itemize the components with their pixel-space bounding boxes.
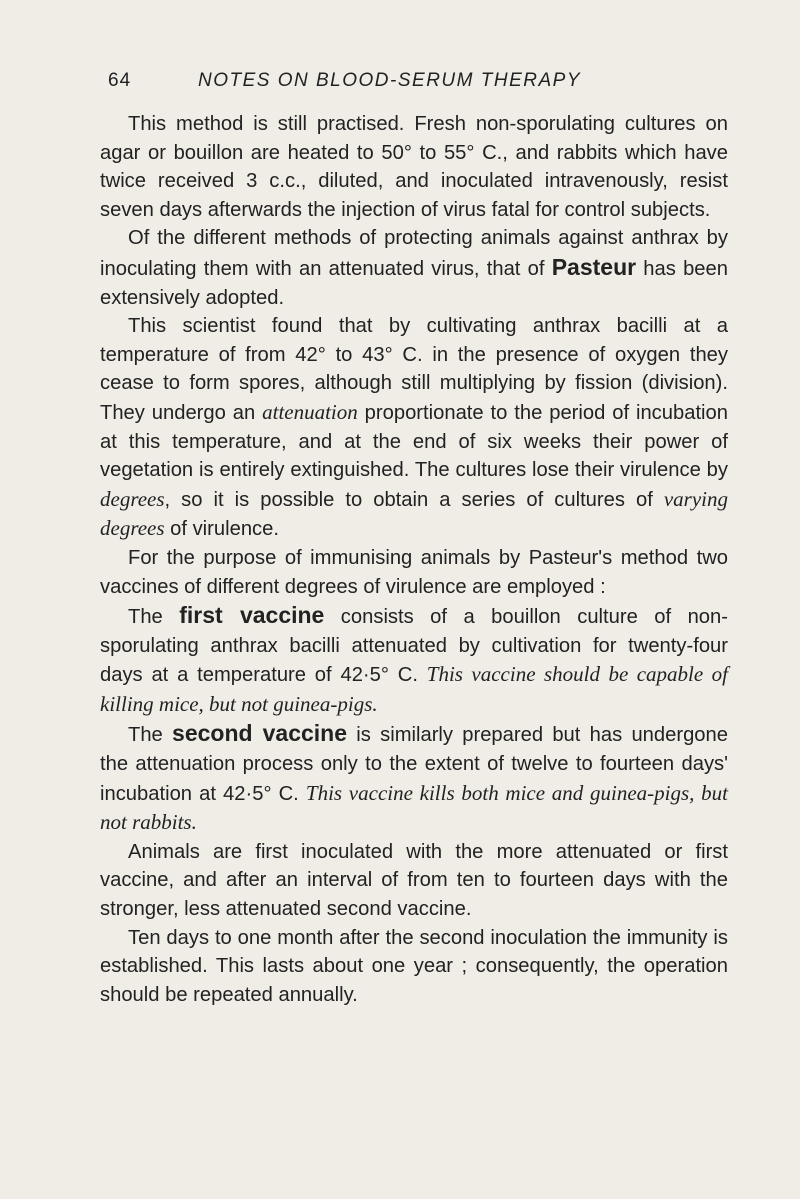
paragraph-4: For the purpose of immunising animals by Pasteur's method two vaccines of different degrees of virulence are employed : <box>100 546 728 598</box>
paragraph-2 <box>100 224 728 312</box>
text-span: proportionate to the period of incubation at this temperature, and at the end of six weeks their power of vegetation is entirely extinguished. The cultures lose their virulence by <box>100 401 728 482</box>
second-vaccine-heading: second vaccine <box>172 720 348 747</box>
paragraph-1: This method is still practised. Fresh non-sporulating cultures on agar or bouillon are heated to 50° to 55° C., and rabbits which have twice received 3 c.c., diluted, and inoculated intravenously, resist seven days afterwards the injection of virus fatal for control subjects. <box>100 113 728 221</box>
first-vaccine-heading: first vaccine <box>179 602 325 629</box>
second-vaccine-note: This vaccine kills both mice and guinea-pigs, but not rabbits. <box>100 780 728 835</box>
paragraph-3 <box>100 312 728 544</box>
paragraph-7: Animals are first inoculated with the more attenuated or first vaccine, and after an interval of from ten to fourteen days with the stronger, less attenuated second vaccine. <box>100 840 728 921</box>
text-span: The <box>128 606 180 629</box>
italic-degrees: degrees <box>100 486 165 511</box>
body-text <box>100 110 728 1009</box>
text-span: of virulence. <box>164 518 279 541</box>
running-title: NOTES ON BLOOD-SERUM THERAPY <box>198 70 581 91</box>
italic-attenuation: attenuation <box>262 399 358 424</box>
text-span: The <box>128 724 173 747</box>
text-span: , so it is possible to obtain a series of cultures of <box>164 488 664 511</box>
text-span: This scientist found that by cultivating anthrax bacilli at a temperature of from 42° to 43° C. in the presence of oxygen they cease to form spores, although still multiplying by fission (division). They undergo an <box>100 315 728 424</box>
italic-varying-degrees: varying degrees <box>100 486 728 541</box>
text-span: Of the different methods of protecting animals against anthrax by inoculating them with an attenuated virus, that of <box>100 227 728 280</box>
text-span: consists of a bouillon culture of non-sporulating anthrax bacilli attenuated by cultivation for twenty-four days at a temperature of 42·5° C. <box>100 606 728 687</box>
paragraph-6 <box>100 719 728 837</box>
page-number: 64 <box>108 70 132 91</box>
paragraph-5 <box>100 601 728 719</box>
paragraph-8: Ten days to one month after the second inoculation the immunity is established. This lasts about one year ; consequently, the operation should be repeated annually. <box>100 926 728 1006</box>
text-span: is similarly prepared but has undergone the attenuation process only to the extent of twelve to fourteen days' incubation at 42·5° C. <box>100 724 728 805</box>
page-header <box>108 70 708 94</box>
text-span: has been extensively adopted. <box>100 257 728 309</box>
pasteur-name: Pasteur <box>551 253 637 280</box>
first-vaccine-note: This vaccine should be capable of killing mice, but not guinea-pigs. <box>100 662 728 716</box>
